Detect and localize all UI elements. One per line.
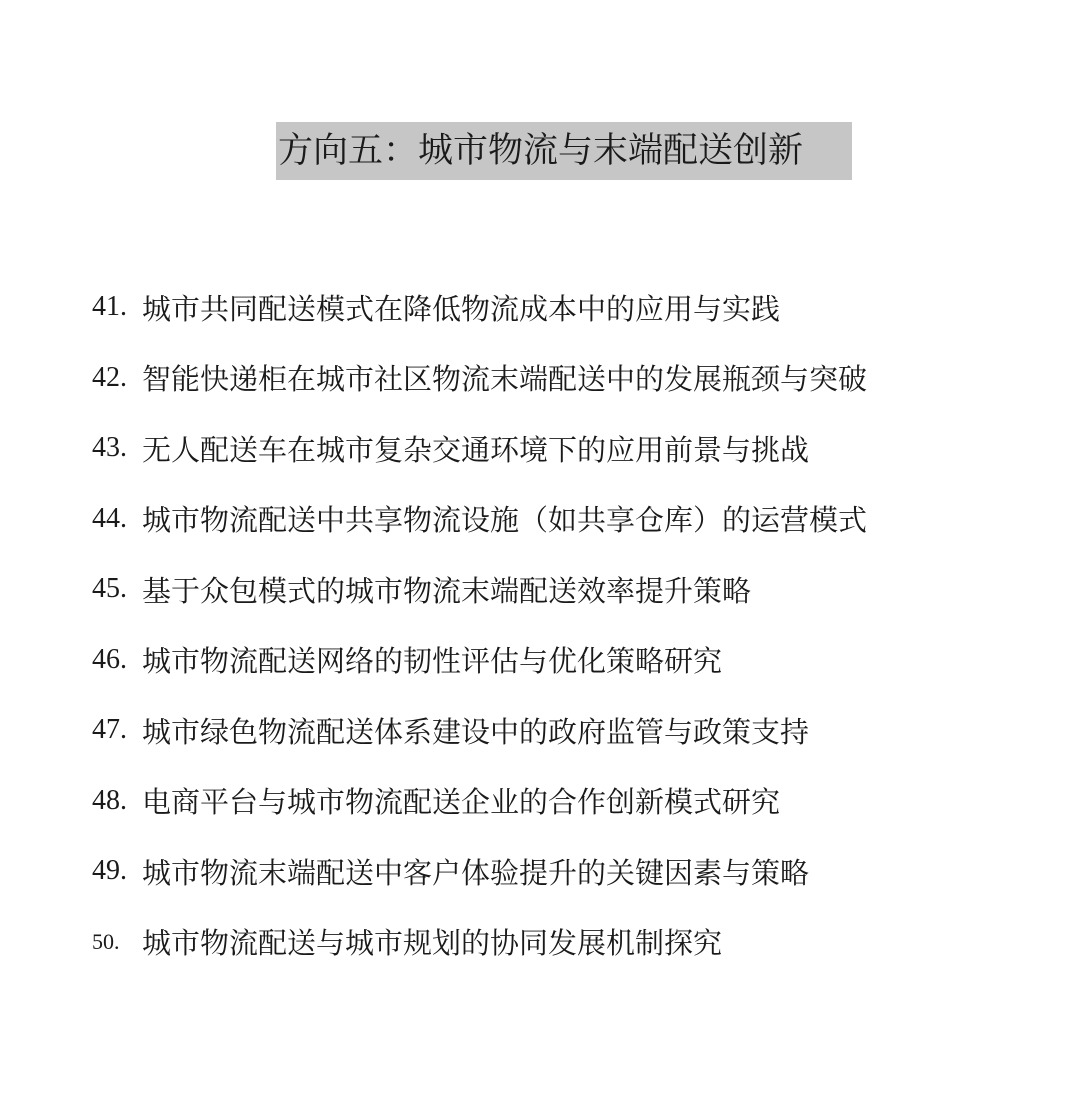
item-text: 城市物流末端配送中客户体验提升的关键因素与策略 [142,855,810,890]
list-item [92,695,1052,766]
list-item [92,907,1052,978]
item-text: 基于众包模式的城市物流末端配送效率提升策略 [142,573,752,608]
item-text: 无人配送车在城市复杂交通环境下的应用前景与挑战 [142,432,810,467]
list-item [92,625,1052,696]
item-text: 城市物流配送中共享物流设施（如共享仓库）的运营模式 [142,503,868,538]
list-item [92,272,1052,343]
item-text: 城市物流配送与城市规划的协同发展机制探究 [142,926,723,961]
item-text: 城市物流配送网络的韧性评估与优化策略研究 [142,644,723,679]
list-item [92,413,1052,484]
item-number: 42. [92,361,127,393]
item-text: 城市绿色物流配送体系建设中的政府监管与政策支持 [142,714,810,749]
item-text: 智能快递柜在城市社区物流末端配送中的发展瓶颈与突破 [142,362,868,397]
item-number: 45. [92,573,127,605]
item-number: 47. [92,714,127,746]
item-number: 41. [92,291,127,323]
item-number: 48. [92,784,127,816]
item-number: 50. [92,928,120,954]
section-title-banner [276,122,852,180]
item-number: 46. [92,643,127,675]
item-number: 43. [92,432,127,464]
item-text: 城市共同配送模式在降低物流成本中的应用与实践 [142,291,781,326]
list-item [92,484,1052,555]
topic-list [92,272,1052,977]
list-item [92,554,1052,625]
item-number: 49. [92,855,127,887]
item-number: 44. [92,502,127,534]
section-title: 方向五：城市物流与末端配送创新 [278,131,804,171]
list-item [92,766,1052,837]
list-item [92,343,1052,414]
list-item [92,836,1052,907]
item-text: 电商平台与城市物流配送企业的合作创新模式研究 [142,785,781,820]
